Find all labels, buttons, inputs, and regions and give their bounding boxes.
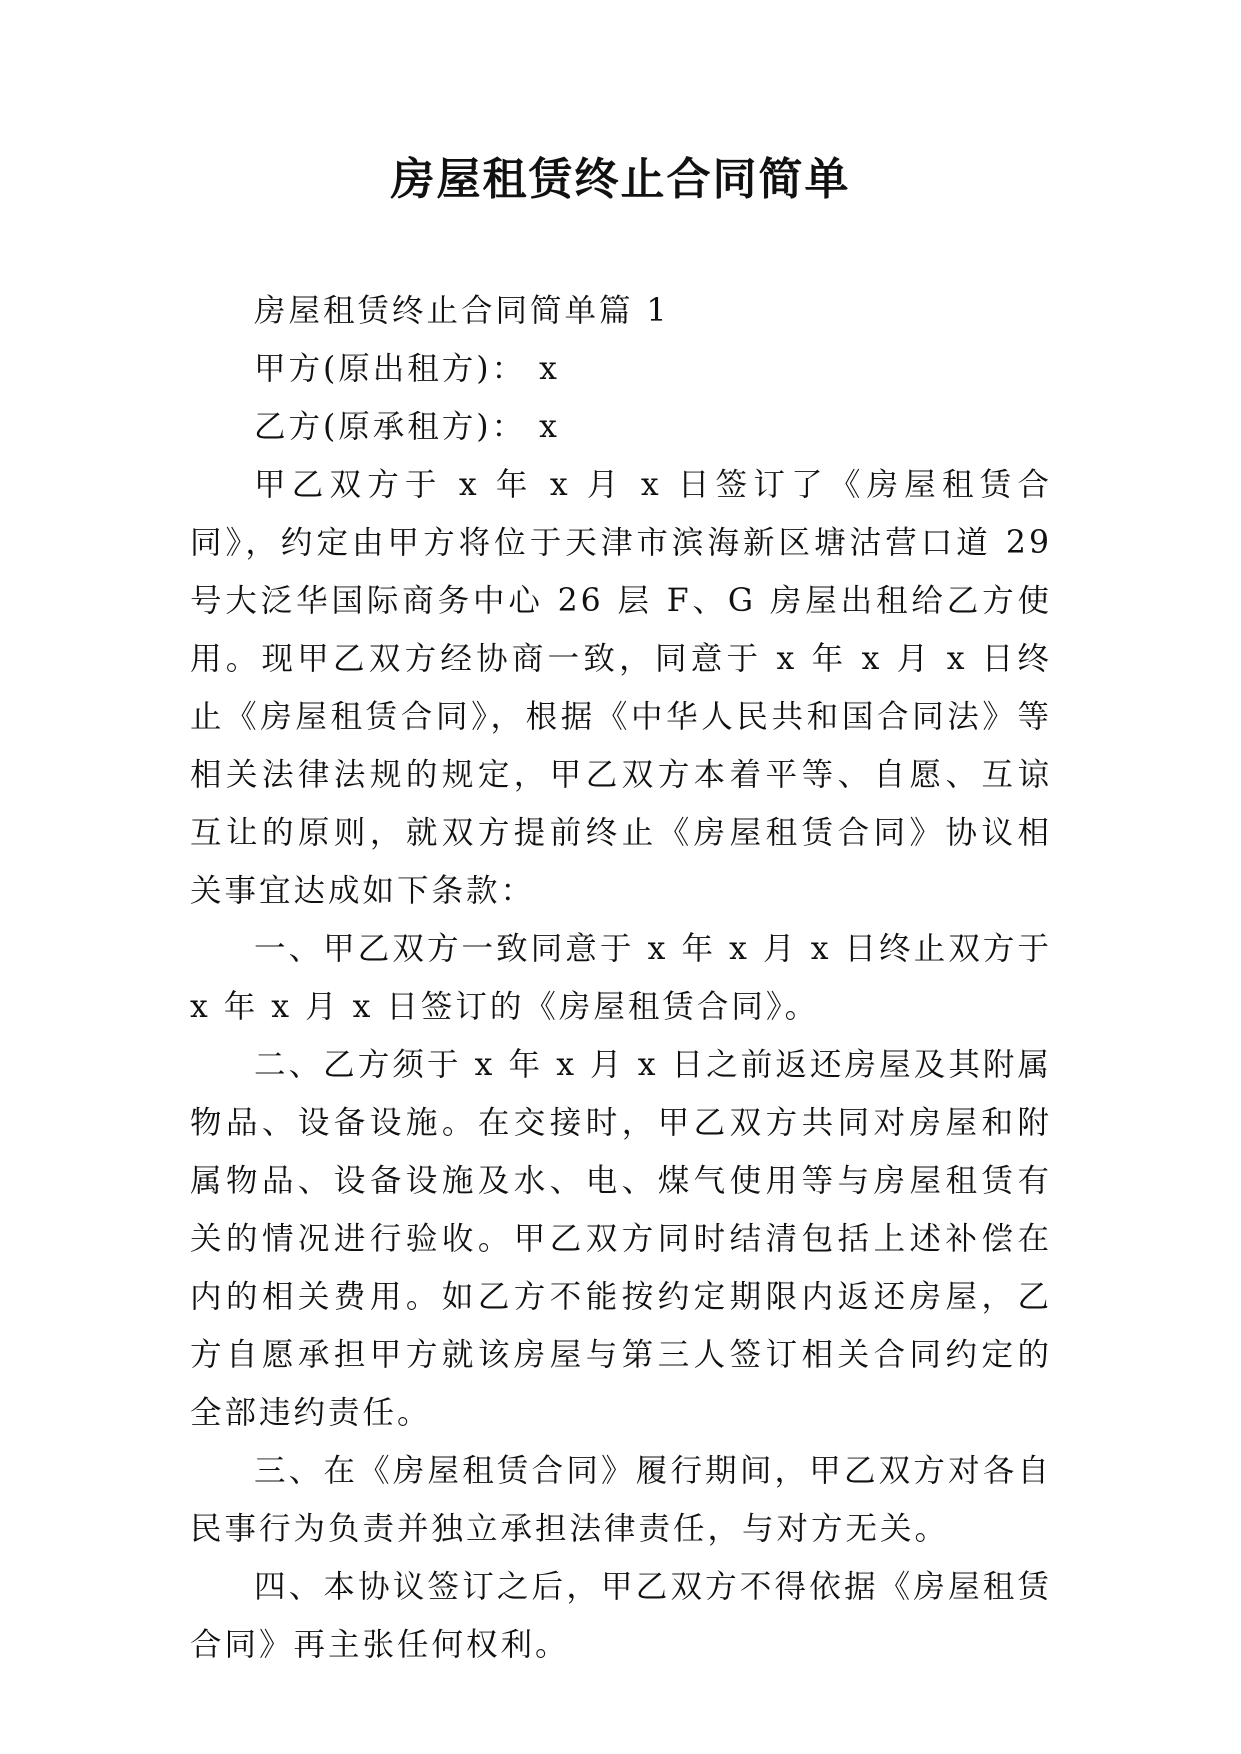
preamble-paragraph: 甲乙双方于 x 年 x 月 x 日签订了《房屋租赁合同》，约定由甲方将位于天津市滨海新区塘沽营口道 29 号大泛华国际商务中心 26 层 F、G 房屋出租给乙方使用。现甲乙双方经协商一致，同意于 x 年 x 月 x 日终止《房屋租赁合同》，根据《中华人民共和国合同法》等相关法律法规的规定，甲乙双方本着平等、自愿、互谅互让的原则，就双方提前终止《房屋租赁合同》协议相关事宜达成如下条款： xyxy=(190,467,1052,909)
document-body xyxy=(190,282,1052,1674)
party-b-line: 乙方(原承租方)： x xyxy=(254,409,560,445)
clause-1-paragraph: 一、甲乙双方一致同意于 x 年 x 月 x 日终止双方于 x 年 x 月 x 日签订的《房屋租赁合同》。 xyxy=(190,931,1052,1025)
clause-3-paragraph: 三、在《房屋租赁合同》履行期间，甲乙双方对各自民事行为负责并独立承担法律责任，与对方无关。 xyxy=(190,1453,1052,1547)
party-a-line: 甲方(原出租方)： x xyxy=(254,351,560,387)
clause-2-paragraph: 二、乙方须于 x 年 x 月 x 日之前返还房屋及其附属物品、设备设施。在交接时，甲乙双方共同对房屋和附属物品、设备设施及水、电、煤气使用等与房屋租赁有关的情况进行验收。甲乙双方同时结清包括上述补偿在内的相关费用。如乙方不能按约定期限内返还房屋，乙方自愿承担甲方就该房屋与第三人签订相关合同约定的全部违约责任。 xyxy=(190,1047,1052,1431)
section-heading: 房屋租赁终止合同简单篇 1 xyxy=(254,293,670,329)
document-title: 房屋租赁终止合同简单 xyxy=(390,154,851,205)
clause-4-paragraph: 四、本协议签订之后，甲乙双方不得依据《房屋租赁合同》再主张任何权利。 xyxy=(190,1569,1052,1663)
